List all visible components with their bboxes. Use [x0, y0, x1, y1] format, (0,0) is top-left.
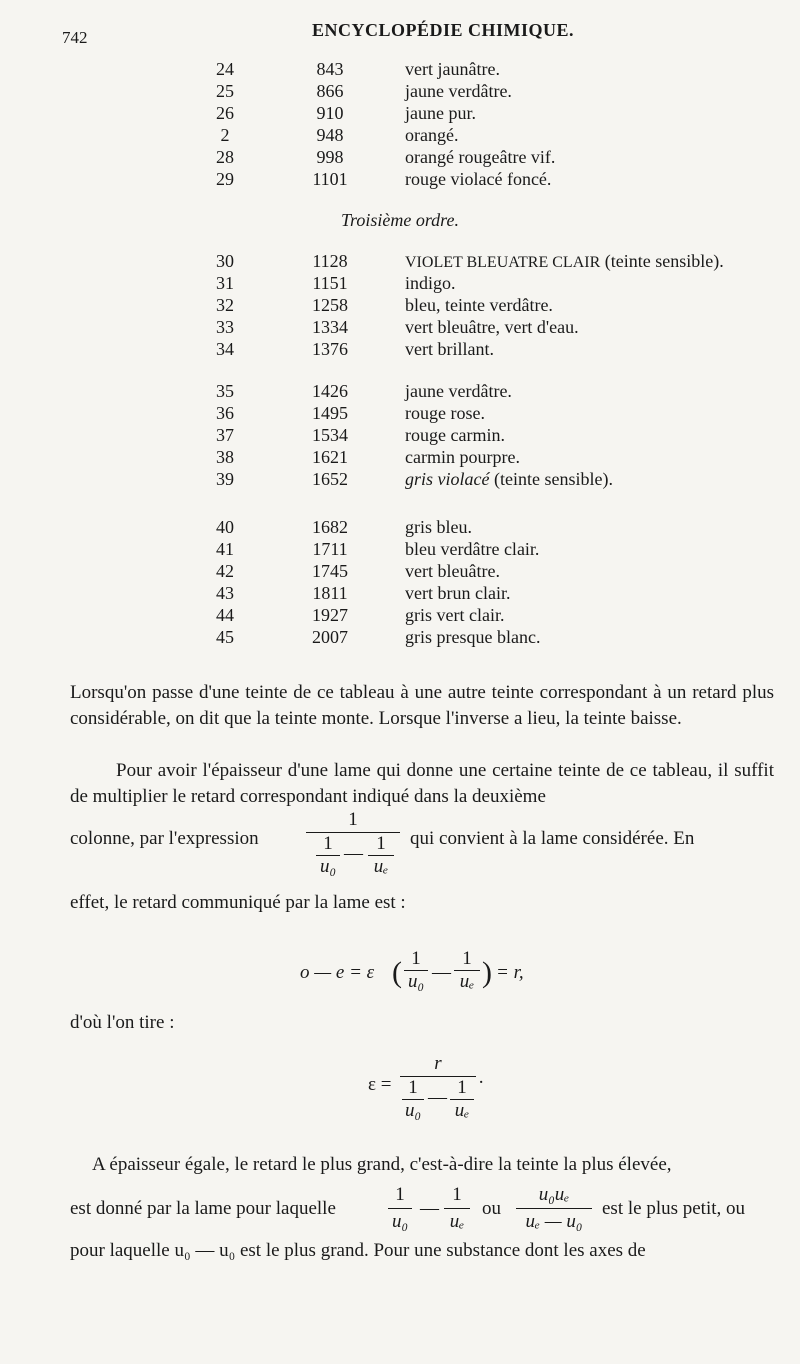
table-row-37	[0, 424, 800, 446]
order-number: 33	[216, 317, 234, 337]
paragraph-epaisseur-egale-line2	[70, 1182, 774, 1242]
eq-minus: —	[432, 962, 451, 983]
table-row-30	[0, 250, 800, 272]
retard-value: 1426	[312, 381, 348, 401]
table-row-25	[0, 80, 800, 102]
retard-value: 1495	[312, 403, 348, 423]
color-name: jaune verdâtre.	[405, 81, 512, 101]
table-row-31	[0, 272, 800, 294]
paragraph-effet: effet, le retard communiqué par la lame est :	[70, 892, 406, 913]
section-title-troisieme-ordre: Troisième ordre.	[340, 210, 459, 230]
line2-frac-ratio: u₀uₑ uₑ — u₀	[516, 1182, 592, 1235]
table-row-45	[0, 626, 800, 648]
color-name: jaune verdâtre.	[405, 381, 512, 401]
paren-close: )	[482, 956, 492, 989]
color-name: gris presque blanc.	[405, 627, 541, 647]
minus-sign: —	[344, 843, 363, 864]
eps-fraction: r 1 u₀ — 1 uₑ	[400, 1052, 476, 1125]
order-number: 36	[216, 403, 234, 423]
eq-lhs: o — e = ε	[300, 962, 375, 983]
page-number: 742	[62, 28, 88, 47]
order-number: 31	[216, 273, 234, 293]
eq-frac-uo: 1 u₀	[404, 948, 428, 993]
line2-text-c: est le plus petit, ou	[602, 1198, 746, 1219]
eps-dot: ·	[478, 1072, 485, 1093]
order-number: 38	[216, 447, 234, 467]
color-name: orangé.	[405, 125, 459, 145]
retard-value: 1101	[312, 169, 348, 189]
color-name: rouge violacé foncé.	[405, 169, 552, 189]
expression-text-a: colonne, par l'expression	[70, 828, 259, 849]
retard-value: 1376	[312, 339, 348, 359]
table-row-34	[0, 338, 800, 360]
order-number: 42	[216, 561, 234, 581]
retard-value: 1745	[312, 561, 348, 581]
order-number: 35	[216, 381, 234, 401]
retard-value: 1334	[312, 317, 348, 337]
order-number: 44	[216, 605, 234, 625]
table-row-24	[0, 58, 800, 80]
color-name: gris vert clair.	[405, 605, 505, 625]
color-name: vert bleuâtre, vert d'eau.	[405, 317, 579, 337]
color-name: vert brun clair.	[405, 583, 511, 603]
line2-ou: ou	[482, 1198, 501, 1219]
retard-value: 1151	[312, 273, 348, 293]
order-number: 30	[216, 251, 234, 271]
retard-value: 1811	[312, 583, 348, 603]
retard-value: 1711	[312, 539, 348, 559]
order-number: 24	[216, 59, 234, 79]
color-name: jaune pur.	[405, 103, 476, 123]
color-name: vert jaunâtre.	[405, 59, 500, 79]
fraction-denominator	[306, 833, 400, 881]
color-name: rouge carmin.	[405, 425, 505, 445]
color-name: vert bleuâtre.	[405, 561, 500, 581]
retard-value: 1682	[312, 517, 348, 537]
table-row-33	[0, 316, 800, 338]
retard-value: 1652	[312, 469, 348, 489]
table-row-41	[0, 538, 800, 560]
retard-value: 948	[316, 125, 344, 145]
order-number: 39	[216, 469, 234, 489]
color-name: gris bleu.	[405, 517, 472, 537]
table-row-39	[0, 468, 800, 490]
paragraph-dou: d'où l'on tire :	[70, 1012, 175, 1033]
table-row-35	[0, 380, 800, 402]
retard-value: 1128	[312, 251, 348, 271]
line2-frac-ue: 1 uₑ	[444, 1182, 470, 1235]
table-row-2	[0, 124, 800, 146]
order-number: 32	[216, 295, 234, 315]
order-number: 37	[216, 425, 234, 445]
line2-text-a: est donné par la lame pour laquelle	[70, 1198, 336, 1219]
inner-frac-uo: 1 u₀	[316, 833, 340, 878]
table-row-28	[0, 146, 800, 168]
order-number: 26	[216, 103, 234, 123]
equation-epsilon	[368, 1052, 498, 1121]
color-name: orangé rougeâtre vif.	[405, 147, 556, 167]
order-number: 28	[216, 147, 234, 167]
color-name: indigo.	[405, 273, 456, 293]
color-name: bleu, teinte verdâtre.	[405, 295, 553, 315]
retard-value: 1258	[312, 295, 348, 315]
color-name: vert brillant.	[405, 339, 494, 359]
table-row-26	[0, 102, 800, 124]
paren-open: (	[392, 956, 402, 989]
order-number: 2	[220, 125, 230, 145]
retard-value: 2007	[312, 627, 348, 647]
order-number: 29	[216, 169, 234, 189]
line2-frac-uo: 1 u₀	[388, 1182, 412, 1235]
color-name: carmin pourpre.	[405, 447, 520, 467]
table-row-43	[0, 582, 800, 604]
retard-value: 866	[316, 81, 344, 101]
expression-fraction	[306, 808, 400, 881]
table-row-42	[0, 560, 800, 582]
order-number: 43	[216, 583, 234, 603]
order-number: 45	[216, 627, 234, 647]
table-row-44	[0, 604, 800, 626]
table-row-36	[0, 402, 800, 424]
retard-value: 910	[316, 103, 344, 123]
color-name-caps: VIOLET BLEUATRE CLAIR	[405, 254, 601, 271]
table-row-29	[0, 168, 800, 190]
retard-value: 1534	[312, 425, 348, 445]
eq-frac-ue: 1 uₑ	[454, 948, 480, 993]
retard-value: 998	[316, 147, 344, 167]
expression-text-b: qui convient à la lame considérée. En	[410, 828, 695, 849]
expression-line	[70, 808, 774, 888]
color-name: bleu verdâtre clair.	[405, 539, 540, 559]
order-number: 34	[216, 339, 234, 359]
paragraph-epaisseur-egale: A épaisseur égale, le retard le plus grand, c'est-à-dire la teinte la plus élevée,	[92, 1154, 672, 1175]
inner-frac-ue: 1 uₑ	[368, 833, 394, 878]
order-number: 40	[216, 517, 234, 537]
retard-value: 843	[316, 59, 344, 79]
color-name-italic: gris violacé	[405, 469, 490, 489]
color-name	[405, 250, 724, 274]
paragraph-teinte-monte: Lorsqu'on passe d'une teinte de ce tableau à une autre teinte correspondant à un retard plus considérable, on dit que la teinte monte. Lorsque l'inverse a lieu, la teinte baisse.	[70, 682, 774, 729]
color-name-suffix: (teinte sensible).	[489, 469, 613, 489]
running-title: ENCYCLOPÉDIE CHIMIQUE.	[312, 20, 575, 40]
retard-value: 1927	[312, 605, 348, 625]
fraction-numerator: 1	[306, 808, 400, 833]
table-row-40	[0, 516, 800, 538]
line2-minus: —	[420, 1198, 439, 1219]
retard-value: 1621	[312, 447, 348, 467]
order-number: 25	[216, 81, 234, 101]
color-name-suffix: (teinte sensible).	[600, 251, 724, 271]
color-name	[405, 468, 613, 490]
order-number: 41	[216, 539, 234, 559]
table-row-32	[0, 294, 800, 316]
paragraph-epaisseur: Pour avoir l'épaisseur d'une lame qui donne une certaine teinte de ce tableau, il suffit de multiplier le retard correspondant indiqué dans la deuxième	[70, 760, 774, 807]
eps-equals: ε =	[368, 1074, 392, 1095]
paragraph-epaisseur-egale-line3: pour laquelle u₀ — u₀ est le plus grand. Pour une substance dont les axes de	[70, 1240, 646, 1261]
equation-retard	[300, 940, 560, 1000]
table-row-38	[0, 446, 800, 468]
color-name: rouge rose.	[405, 403, 485, 423]
eq-rhs: = r,	[496, 962, 524, 983]
